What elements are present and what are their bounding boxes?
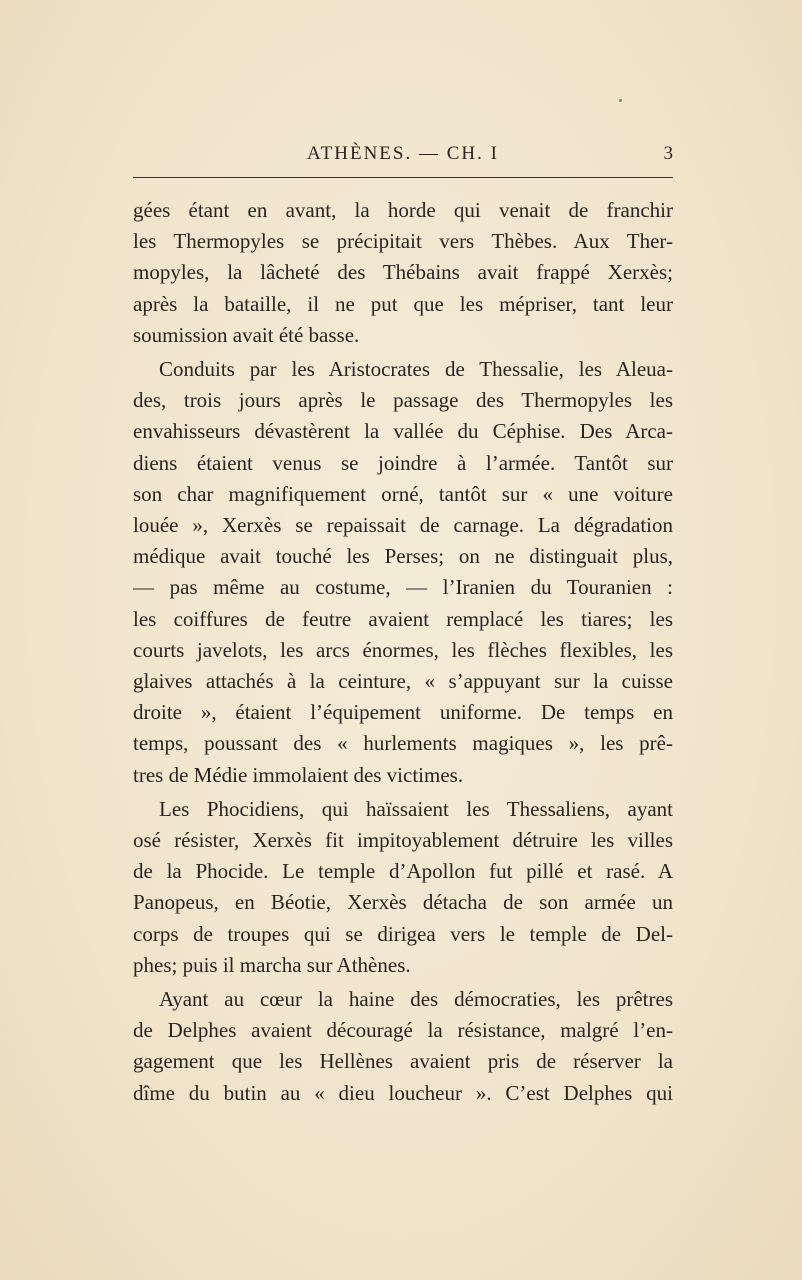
text-line: les coiffures de feutre avaient remplacé les tiares; les: [133, 606, 673, 631]
text-line: droite », étaient l’équipement uniforme. De temps en: [133, 700, 673, 725]
text-line: — pas même au costume, — l’Iranien du Touranien :: [133, 575, 673, 600]
paragraph: [133, 794, 673, 981]
text-line: diens étaient venus se joindre à l’armée. Tantôt sur: [133, 450, 673, 475]
text-line: Ayant au cœur la haine des démocraties, les prêtres: [159, 987, 673, 1012]
text-line: gagement que les Hellènes avaient pris de réserver la: [133, 1049, 673, 1074]
running-head: [133, 141, 673, 167]
text-line: son char magnifiquement orné, tantôt sur « une voiture: [133, 481, 673, 506]
text-line: après la bataille, il ne put que les mépriser, tant leur: [133, 291, 673, 316]
text-line: louée », Xerxès se repaissait de carnage. La dégradation: [133, 513, 673, 538]
text-line: Conduits par les Aristocrates de Thessalie, les Aleua-: [159, 357, 673, 382]
text-line: soumission avait été basse.: [133, 322, 360, 347]
text-line: de la Phocide. Le temple d’Apollon fut pillé et rasé. A: [133, 859, 673, 884]
text-line: Les Phocidiens, qui haïssaient les Thessaliens, ayant: [159, 796, 673, 821]
text-line: de Delphes avaient découragé la résistance, malgré l’en-: [133, 1018, 673, 1043]
page-number: 3: [663, 143, 673, 164]
text-line: glaives attachés à la ceinture, « s’appuyant sur la cuisse: [133, 669, 673, 694]
header-rule: [133, 177, 673, 178]
text-line: phes; puis il marcha sur Athènes.: [133, 952, 411, 977]
text-line: tres de Médie immolaient des victimes.: [133, 762, 464, 787]
paragraph: [133, 984, 673, 1105]
text-line: osé résister, Xerxès fit impitoyablement détruire les villes: [133, 828, 673, 853]
text-line: temps, poussant des « hurlements magiques », les prê-: [133, 731, 673, 756]
text-line: les Thermopyles se précipitait vers Thèbes. Aux Ther-: [133, 229, 673, 254]
running-title: ATHÈNES. — CH. I: [307, 143, 499, 164]
text-line: mopyles, la lâcheté des Thébains avait frappé Xerxès;: [133, 260, 673, 285]
text-line: des, trois jours après le passage des Thermopyles les: [133, 388, 673, 413]
body-text: [133, 195, 673, 1105]
text-line: dîme du butin au « dieu loucheur ». C’est Delphes qui: [133, 1080, 673, 1105]
paragraph: [133, 354, 673, 791]
text-line: Panopeus, en Béotie, Xerxès détacha de son armée un: [133, 890, 673, 915]
paragraph: [133, 195, 673, 351]
text-line: corps de troupes qui se dirigea vers le temple de Del-: [133, 921, 673, 946]
text-line: médique avait touché les Perses; on ne distinguait plus,: [133, 544, 673, 569]
paper-speck: [619, 99, 622, 102]
text-line: envahisseurs dévastèrent la vallée du Céphise. Des Arca-: [133, 419, 673, 444]
text-line: gées étant en avant, la horde qui venait de franchir: [133, 198, 673, 222]
text-line: courts javelots, les arcs énormes, les flèches flexibles, les: [133, 637, 673, 662]
